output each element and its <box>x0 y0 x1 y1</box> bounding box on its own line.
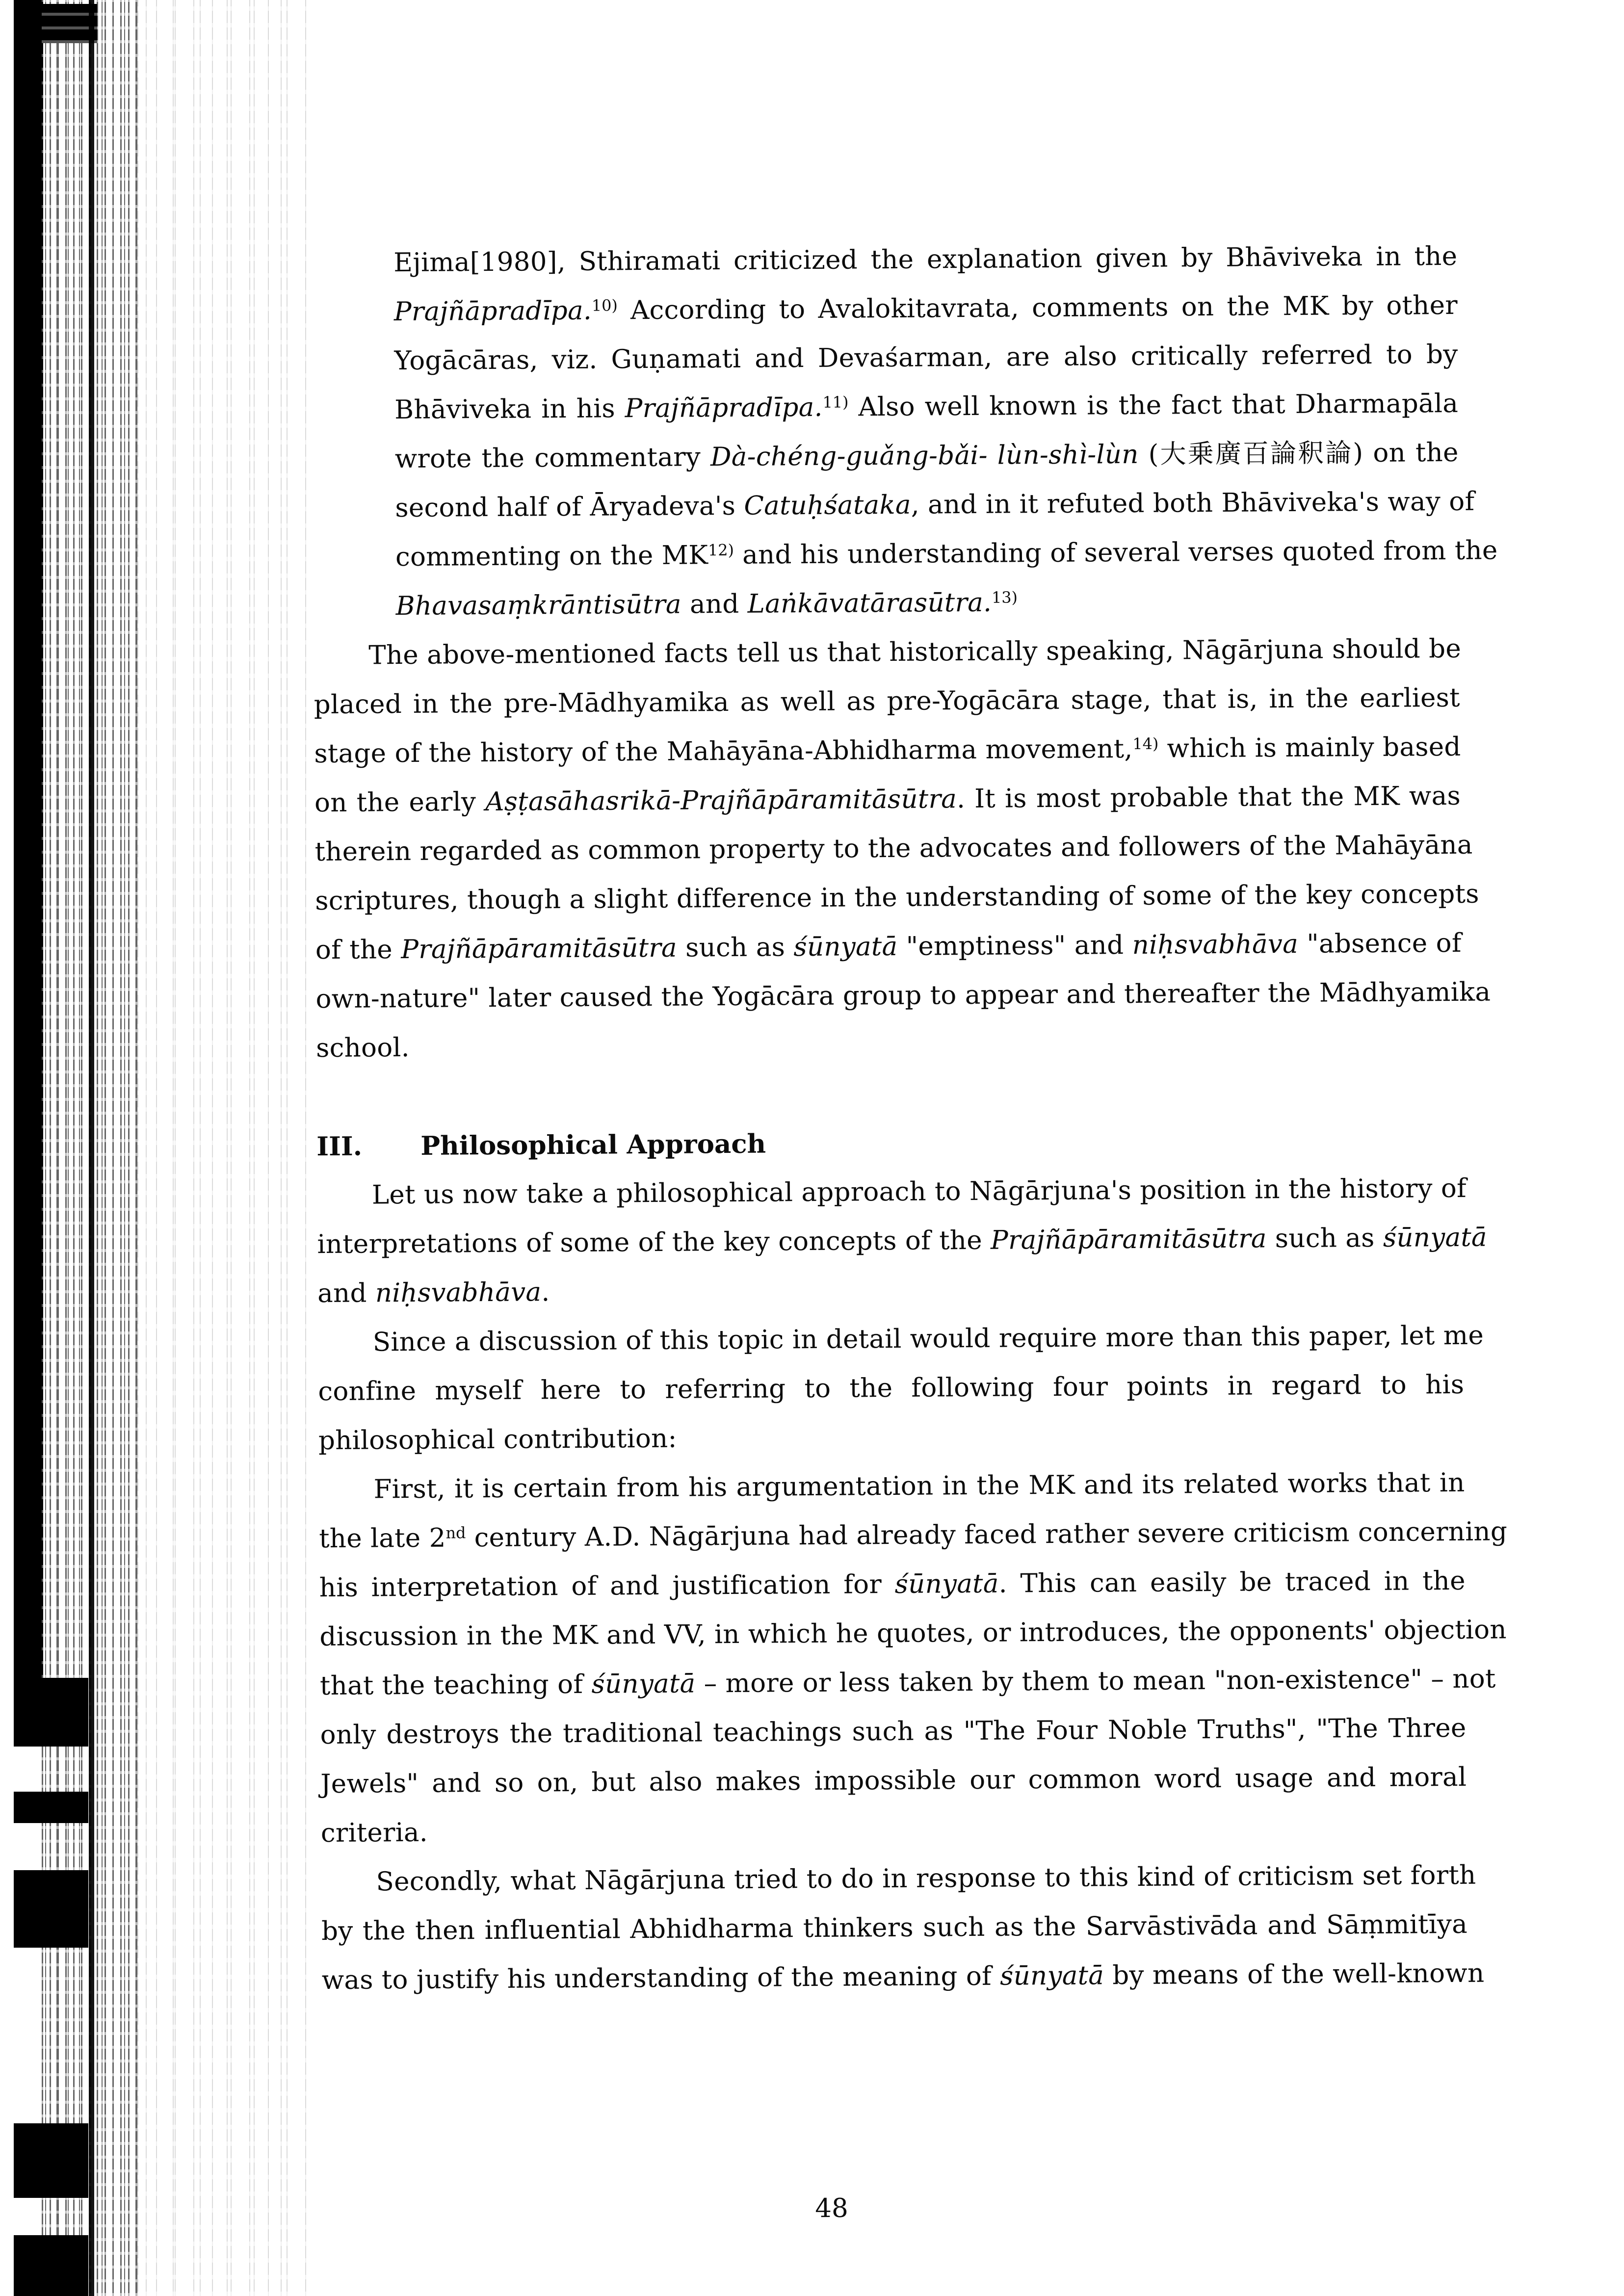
text-segment: therein regarded as common property to the advocates and followers of the Mahāyāna <box>314 830 1473 867</box>
text-segment: Prajñāpradīpa. <box>625 392 823 424</box>
text-line <box>314 723 1461 779</box>
text-segment: Catuḥśataka <box>744 490 911 521</box>
footnote-marker: 12) <box>707 541 734 559</box>
text-segment: on the early <box>314 787 486 818</box>
text-line <box>317 1164 1467 1220</box>
text-segment: – more or less taken by them to mean "non-existence" – not <box>695 1664 1496 1699</box>
text-segment: . This can easily be traced in the <box>998 1565 1466 1599</box>
text-line <box>318 1409 1465 1465</box>
text-line <box>313 477 1475 533</box>
text-line <box>321 1900 1468 1956</box>
text-segment: Jewels" and so on, but also makes impossible our common word usage and moral <box>320 1762 1467 1800</box>
text-segment: First, it is certain from his argumentation in the MK and its related works that in <box>373 1467 1465 1505</box>
text-segment: . <box>541 1277 550 1307</box>
text-segment: own-nature" later caused the Yogācāra group to appear and thereafter the Mādhyamika <box>315 977 1491 1015</box>
text-line <box>318 1360 1465 1416</box>
text-segment: Ejima[1980], Sthiramati criticized the explanation given by Bhāviveka in the <box>393 241 1458 278</box>
text-segment: confine myself here to referring to the following four points in regard to his <box>318 1369 1465 1407</box>
text-line <box>311 232 1458 288</box>
text-segment: "emptiness" and <box>897 930 1132 962</box>
text-segment: that the teaching of <box>319 1669 592 1701</box>
text-segment: and <box>681 589 748 620</box>
text-segment: only destroys the traditional teachings such as "The Four Noble Truths", "The Three <box>320 1713 1467 1750</box>
text-segment: (大乗廣百論釈論) on the <box>1138 437 1459 470</box>
section-title: Philosophical Approach <box>420 1128 766 1161</box>
text-segment: niḥsvabhāva <box>375 1277 542 1308</box>
text-segment: was to justify his understanding of the meaning of <box>321 1961 1000 1996</box>
footnote-marker: 10) <box>591 296 618 315</box>
text-segment: discussion in the MK and VV, in which he quotes, or introduces, the opponents' objection <box>319 1615 1507 1652</box>
text-line <box>319 1655 1496 1711</box>
text-line <box>312 281 1458 337</box>
text-line <box>316 1017 1463 1073</box>
text-segment: śūnyatā <box>793 931 898 963</box>
text-segment: criteria. <box>320 1817 428 1849</box>
text-segment: commenting on the MK <box>395 540 708 573</box>
text-segment: placed in the pre-Mādhyamika as well as pre-Yogācāra stage, that is, in the earliest <box>314 682 1460 720</box>
text-segment: Yogācāras, viz. Guṇamati and Devaśarman, are also critically referred to by <box>394 339 1458 376</box>
text-segment: Dà-chéng-guǎng-bǎi- lùn-shì-lùn <box>710 439 1139 472</box>
scan-artifact-blob <box>14 2235 88 2296</box>
text-segment: śūnyatā <box>894 1568 999 1599</box>
text-segment: school. <box>315 1032 410 1064</box>
text-line <box>314 772 1461 828</box>
text-line <box>317 1262 1464 1318</box>
text-line <box>317 1213 1488 1269</box>
text-segment: his interpretation of and justification for <box>319 1569 895 1603</box>
text-segment: philosophical contribution: <box>318 1423 677 1456</box>
text-segment: the late 2 <box>319 1523 446 1554</box>
text-segment: by means of the well-known <box>1103 1958 1485 1991</box>
text-column <box>311 232 1508 2005</box>
text-line <box>314 674 1461 730</box>
page-number: 48 <box>815 2193 848 2224</box>
text-segment: niḥsvabhāva <box>1132 929 1299 960</box>
text-line <box>313 526 1498 582</box>
text-segment: stage of the history of the Mahāyāna-Abhidharma movement, <box>314 733 1133 769</box>
text-segment: . It is most probable that the MK was <box>956 781 1461 814</box>
scan-artifact-blob <box>14 1792 88 1823</box>
text-segment: interpretations of some of the key concepts of the <box>317 1225 991 1260</box>
text-segment: Since a discussion of this topic in detail would require more than this paper, let me <box>372 1320 1484 1357</box>
text-segment: According to Avalokitavrata, comments on the MK by other <box>617 290 1458 326</box>
text-line <box>318 1459 1465 1514</box>
text-segment: Bhavasaṃkrāntisūtra <box>395 589 682 622</box>
text-segment: , and in it refuted both Bhāviveka's way of <box>911 486 1475 520</box>
scan-artifact-left-bar <box>14 0 43 1747</box>
text-segment: such as <box>1266 1223 1384 1254</box>
text-segment: such as <box>677 932 794 963</box>
text-line <box>321 1949 1485 2005</box>
text-segment: Prajñāpradīpa. <box>393 295 592 327</box>
text-line <box>319 1508 1508 1564</box>
text-line <box>313 575 1460 631</box>
text-segment: wrote the commentary <box>394 442 711 474</box>
text-line <box>320 1753 1467 1809</box>
text-segment: which is mainly based <box>1158 731 1461 764</box>
text-line <box>314 625 1460 680</box>
scan-artifact-blob <box>14 1870 88 1948</box>
text-line <box>315 870 1479 926</box>
scan-artifact-gutter-line <box>89 0 94 2296</box>
footnote-marker: 13) <box>992 588 1018 607</box>
text-line <box>315 919 1462 975</box>
text-segment: Aṣṭasāhasrikā-Prajñāpāramitāsūtra <box>485 784 957 817</box>
text-segment: Prajñāpāramitāsūtra <box>401 933 678 965</box>
scan-artifact-streaks-faint <box>137 0 307 2296</box>
footnote-marker: 11) <box>822 392 849 412</box>
text-segment: Secondly, what Nāgārjuna tried to do in response to this kind of criticism set forth <box>376 1860 1476 1897</box>
text-line <box>321 1851 1476 1907</box>
text-line <box>312 428 1459 484</box>
text-line <box>315 968 1491 1024</box>
text-segment: The above-mentioned facts tell us that historically speaking, Nāgārjuna should be <box>368 633 1462 671</box>
text-segment: Laṅkāvatārasūtra. <box>747 587 992 619</box>
text-segment: Let us now take a philosophical approach to Nāgārjuna's position in the history of <box>371 1173 1467 1210</box>
footnote-marker: nd <box>445 1523 466 1542</box>
text-segment: "absence of <box>1298 928 1462 959</box>
text-segment: śūnyatā <box>999 1960 1104 1991</box>
text-segment: by the then influential Abhidharma thinkers such as the Sarvāstivāda and Sāṃmitīya <box>321 1909 1468 1947</box>
text-segment: second half of Āryadeva's <box>395 491 744 523</box>
text-line <box>320 1704 1467 1760</box>
text-segment: and <box>317 1278 376 1309</box>
text-segment: Prajñāpāramitāsūtra <box>990 1224 1267 1255</box>
scan-artifact-blob <box>14 2123 88 2198</box>
footnote-marker: 14) <box>1132 734 1159 753</box>
text-segment: and his understanding of several verses quoted from the <box>733 535 1498 570</box>
text-segment: scriptures, though a slight difference in the understanding of some of the key concepts <box>315 879 1479 916</box>
text-segment: of the <box>315 935 401 965</box>
section-numeral: III. <box>316 1131 363 1162</box>
text-segment: śūnyatā <box>591 1669 696 1699</box>
text-line <box>319 1606 1507 1662</box>
text-segment: century A.D. Nāgārjuna had already faced rather severe criticism concerning <box>466 1516 1508 1553</box>
text-line <box>312 379 1459 435</box>
text-segment: Also well known is the fact that Dharmapāla <box>848 388 1459 422</box>
text-line <box>312 330 1458 386</box>
section-heading <box>316 1115 1463 1171</box>
text-segment: Bhāviveka in his <box>394 393 625 425</box>
scan-artifact-blob <box>14 1678 88 1747</box>
text-line <box>321 1802 1467 1858</box>
text-segment: śūnyatā <box>1383 1222 1488 1253</box>
text-line <box>319 1557 1466 1613</box>
paragraph-spacer <box>316 1066 1463 1122</box>
text-line <box>317 1311 1484 1367</box>
text-line <box>314 821 1473 877</box>
